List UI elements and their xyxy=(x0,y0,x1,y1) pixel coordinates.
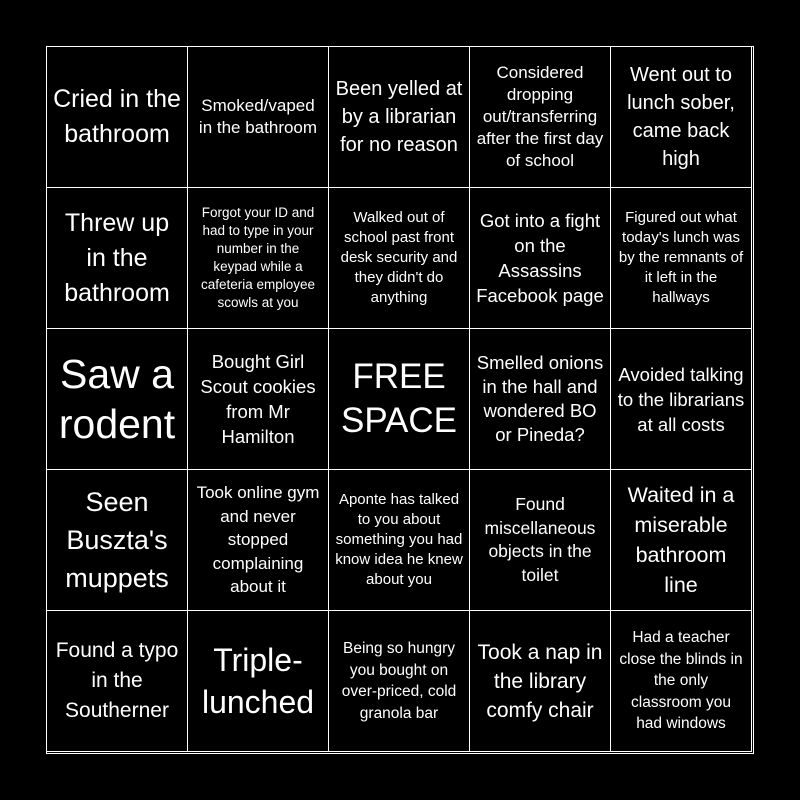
bingo-cell-text: Aponte has talked to you about something you had know idea he knew about you xyxy=(335,491,463,588)
bingo-cell-text: Went out to lunch sober, came back high xyxy=(627,64,735,170)
bingo-cell-r1c1[interactable] xyxy=(46,46,188,188)
bingo-cell-text: Triple-lunched xyxy=(201,642,315,720)
bingo-cell-r2c3[interactable] xyxy=(328,187,470,329)
bingo-cell-r5c3[interactable] xyxy=(328,610,470,752)
bingo-cell-text: Threw up in the bathroom xyxy=(64,208,170,307)
bingo-cell-r4c3[interactable] xyxy=(328,469,470,611)
bingo-cell-text: Found miscellaneous objects in the toilet xyxy=(484,494,596,585)
bingo-cell-text: Took online gym and never stopped complaining about it xyxy=(196,483,320,597)
free-space-text: FREE SPACE xyxy=(340,357,458,440)
bingo-cell-text: Avoided talking to the librarians at all costs xyxy=(617,363,745,435)
bingo-cell-text: Seen Buszta's muppets xyxy=(65,487,169,593)
bingo-cell-text: Had a teacher close the blinds in the only classroom you had windows xyxy=(619,629,743,733)
bingo-cell-text: Found a typo in the Southerner xyxy=(55,639,179,722)
bingo-cell-r1c4[interactable] xyxy=(469,46,611,188)
bingo-cell-text: Smelled onions in the hall and wondered BO or Pineda? xyxy=(476,352,604,445)
bingo-board xyxy=(46,46,754,754)
bingo-cell-text: Considered dropping out/transferring after the first day of school xyxy=(476,63,604,170)
bingo-cell-text: Saw a rodent xyxy=(58,351,176,447)
bingo-cell-text: Waited in a miserable bathroom line xyxy=(627,483,735,597)
bingo-cell-text: Smoked/vaped in the bathroom xyxy=(198,96,318,137)
bingo-cell-text: Took a nap in the library comfy chair xyxy=(477,640,603,722)
bingo-cell-r5c2[interactable] xyxy=(187,610,329,752)
bingo-cell-r4c1[interactable] xyxy=(46,469,188,611)
bingo-cell-r3c1[interactable] xyxy=(46,328,188,470)
bingo-cell-text: Forgot your ID and had to type in your number in the keypad while a cafeteria employee scowls at you xyxy=(200,205,316,310)
free-space-cell[interactable] xyxy=(328,328,470,470)
bingo-cell-r5c1[interactable] xyxy=(46,610,188,752)
bingo-cell-text: Being so hungry you bought on over-priced, cold granola bar xyxy=(341,640,457,722)
bingo-cell-text: Got into a fight on the Assassins Facebook page xyxy=(476,210,604,306)
bingo-cell-r5c5[interactable] xyxy=(610,610,752,752)
bingo-cell-r3c2[interactable] xyxy=(187,328,329,470)
bingo-cell-text: Walked out of school past front desk security and they didn't do anything xyxy=(340,209,458,306)
bingo-cell-r1c3[interactable] xyxy=(328,46,470,188)
bingo-cell-text: Been yelled at by a librarian for no reason xyxy=(335,78,463,156)
bingo-cell-r3c4[interactable] xyxy=(469,328,611,470)
bingo-cell-r1c2[interactable] xyxy=(187,46,329,188)
bingo-cell-r2c1[interactable] xyxy=(46,187,188,329)
bingo-cell-r2c4[interactable] xyxy=(469,187,611,329)
bingo-cell-r2c5[interactable] xyxy=(610,187,752,329)
bingo-cell-r4c4[interactable] xyxy=(469,469,611,611)
bingo-cell-r5c4[interactable] xyxy=(469,610,611,752)
bingo-cell-text: Cried in the bathroom xyxy=(53,85,181,148)
bingo-cell-r1c5[interactable] xyxy=(610,46,752,188)
bingo-cell-text: Figured out what today's lunch was by the remnants of it left in the hallways xyxy=(618,209,744,306)
bingo-cell-r4c2[interactable] xyxy=(187,469,329,611)
bingo-cell-r2c2[interactable] xyxy=(187,187,329,329)
bingo-cell-text: Bought Girl Scout cookies from Mr Hamilton xyxy=(200,351,316,447)
bingo-cell-r3c5[interactable] xyxy=(610,328,752,470)
bingo-cell-r4c5[interactable] xyxy=(610,469,752,611)
